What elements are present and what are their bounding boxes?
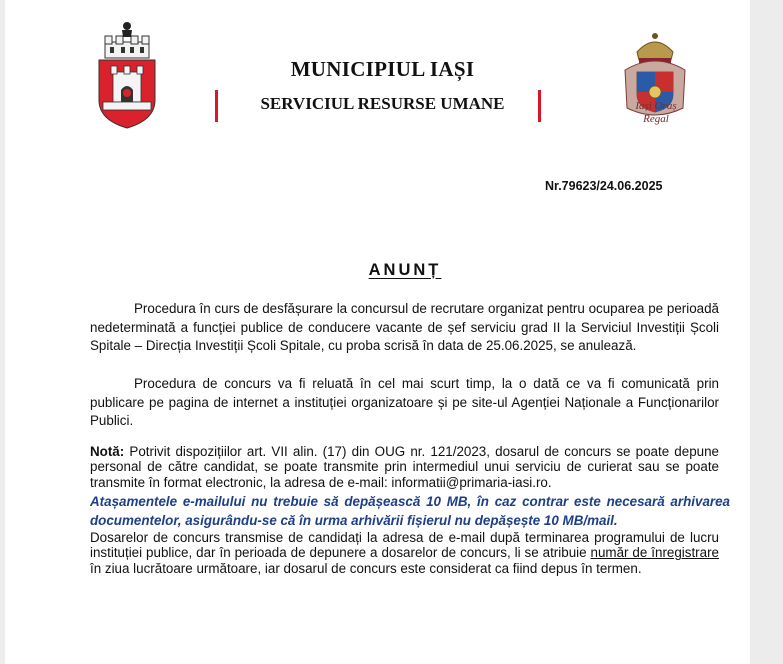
final-paragraph (90, 530, 719, 576)
page-title: MUNICIPIUL IAȘI (290, 57, 475, 81)
note-label: Notă: (90, 444, 125, 459)
right-logo-caption: Iași Oraș Regal (635, 100, 677, 125)
final-text-after: în ziua lucrătoare următoare, iar dosarul de concurs este considerat ca fiind depus în termen. (90, 560, 642, 576)
left-red-divider (215, 90, 218, 122)
right-red-divider (538, 90, 541, 122)
page-subtitle: SERVICIUL RESURSE UMANE (260, 94, 505, 113)
final-text-before: Dosarelor de concurs transmise de candidați la adresa de e-mail după terminarea programului de lucru instituției publice, dar în perioada de depunere a dosarelor de concurs, li se atribuie (90, 530, 719, 561)
iasi-coat-of-arms-icon (95, 20, 159, 130)
paragraph-resumption: Procedura de concurs va fi reluată în cel mai scurt timp, la o dată ce va fi comunicată prin publicare pe pagina de internet a instituției organizatoare și pe site-ul Agenției Naționale a Funcționarilor Publici. (90, 376, 719, 429)
registration-number-underlined: număr de înregistrare (590, 545, 719, 561)
attachment-warning: Atașamentele e-mailului nu trebuie să depășească 10 MB, în caz contrar este necesară arhivarea documentelor, asigurându-se că în urma arhivării fișierul nu depășește 10 MB/mail. (90, 494, 730, 528)
reference-number: Nr.79623/24.06.2025 (545, 179, 663, 193)
document-page (5, 0, 750, 664)
announcement-heading: ANUNȚ (368, 261, 442, 279)
note-text: Potrivit dispozițiilor art. VII alin. (17) din OUG nr. 121/2023, dosarul de concurs se poate depune personal de către candidat, se poate transmite prin intermediul unui serviciu de curierat sau se poate transmite în format electronic, la adresa de e-mail: informatii@primaria-iasi.ro. (90, 444, 719, 490)
note-paragraph (90, 444, 719, 490)
paragraph-cancellation: Procedura în curs de desfășurare la concursul de recrutare organizat pentru ocuparea pe perioadă nedeterminată a funcției publice de conducere vacante de șef serviciu grad II la Serviciul Investiții Școli Spitale – Direcția Investiții Școli Spitale, cu proba scrisă în data de 25.06.2025, se anulează. (90, 301, 719, 354)
